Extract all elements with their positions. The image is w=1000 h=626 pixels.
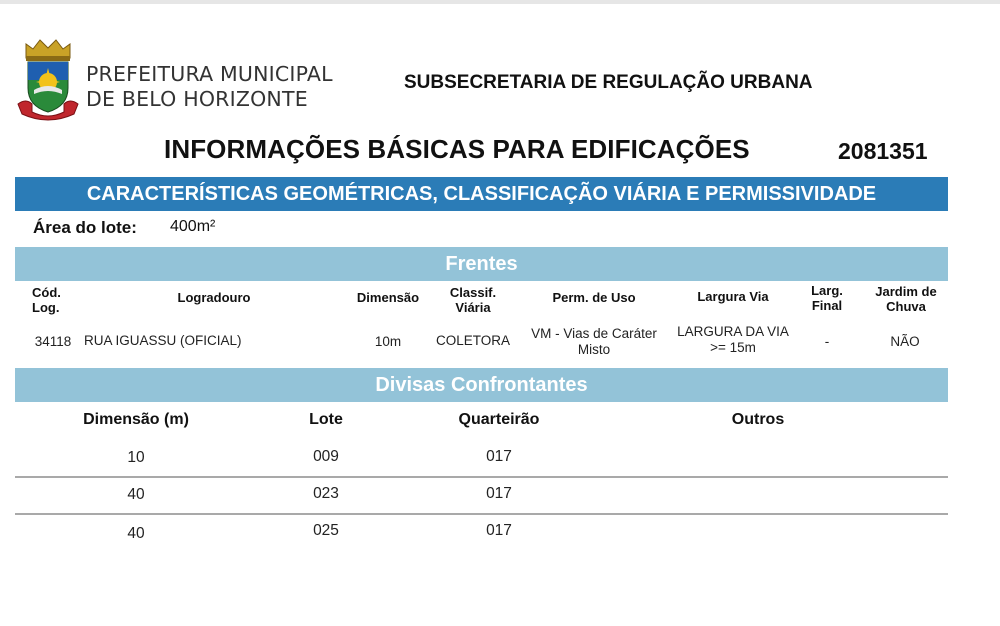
frente-jardim: NÃO: [890, 334, 920, 349]
divisas-header: [15, 368, 948, 402]
frentes-header: [15, 247, 948, 281]
area-value: 400m²: [170, 218, 216, 235]
div-quarteirao: 017: [486, 522, 512, 539]
frente-perm-uso: [522, 326, 666, 358]
col-cod-log-line1: Cód.: [32, 285, 61, 300]
frente-classif: COLETORA: [435, 333, 511, 348]
col-div-quarteirao: Quarteirão: [458, 411, 540, 428]
div-lote: 023: [313, 485, 339, 502]
organization-name: [86, 62, 333, 112]
section-geometric-header: [15, 177, 948, 211]
document-number: 2081351: [838, 138, 928, 164]
col-cod-log: [22, 285, 84, 315]
row-divider: [15, 476, 948, 478]
frentes-title: Frentes: [445, 252, 518, 275]
col-jardim-chuva: [864, 284, 948, 314]
col-larg-final-line1: Larg.: [811, 283, 843, 298]
org-line-2: DE BELO HORIZONTE: [86, 87, 308, 111]
top-bar: [0, 0, 1000, 4]
org-line-1: PREFEITURA MUNICIPAL: [86, 62, 333, 86]
row-divider: [15, 513, 948, 515]
frente-dimensao: 10m: [374, 334, 402, 349]
col-larg-final: [804, 283, 850, 313]
div-dimensao: 40: [127, 525, 145, 542]
frente-cod-log: 34118: [34, 334, 72, 349]
frente-logradouro: RUA IGUASSU (OFICIAL): [84, 333, 242, 348]
frente-largura-line1: LARGURA DA VIA: [677, 324, 789, 339]
div-dimensao: 10: [127, 449, 145, 466]
section-geometric-title: CARACTERÍSTICAS GEOMÉTRICAS, CLASSIFICAÇÃO VIÁRIA E PERMISSIVIDADE: [86, 182, 877, 205]
subsecretaria-title: SUBSECRETARIA DE REGULAÇÃO URBANA: [404, 72, 813, 93]
col-classif-line2: Viária: [455, 300, 491, 315]
col-larg-final-line2: Final: [811, 298, 843, 313]
div-quarteirao: 017: [486, 448, 512, 465]
frente-largura-line2: >= 15m: [710, 340, 756, 355]
frente-largura-via: [668, 324, 798, 356]
div-lote: 025: [313, 522, 339, 539]
col-jardim-line1: Jardim de: [875, 284, 937, 299]
col-classif-line1: Classif.: [449, 285, 497, 300]
divisas-title: Divisas Confrontantes: [375, 373, 588, 396]
col-div-dimensao: Dimensão (m): [83, 411, 189, 428]
div-lote: 009: [313, 448, 339, 465]
col-div-lote: Lote: [309, 411, 343, 428]
frente-perm-uso-line1: VM - Vias de Caráter: [531, 326, 657, 341]
col-jardim-line2: Chuva: [886, 299, 926, 314]
div-dimensao: 40: [127, 486, 145, 503]
frente-perm-uso-line2: Misto: [577, 342, 611, 357]
coat-of-arms-icon: [16, 38, 80, 122]
col-largura-via: Largura Via: [697, 289, 769, 304]
col-logradouro: Logradouro: [177, 290, 251, 305]
col-perm-uso: Perm. de Uso: [552, 290, 636, 305]
col-classif-viaria: [436, 285, 510, 315]
area-label: Área do lote:: [33, 218, 137, 237]
div-quarteirao: 017: [486, 485, 512, 502]
col-dimensao: Dimensão: [356, 290, 420, 305]
frente-larg-final: -: [824, 334, 830, 349]
col-cod-log-line2: Log.: [32, 300, 60, 315]
page-title: INFORMAÇÕES BÁSICAS PARA EDIFICAÇÕES: [164, 134, 750, 164]
col-div-outros: Outros: [731, 411, 785, 428]
